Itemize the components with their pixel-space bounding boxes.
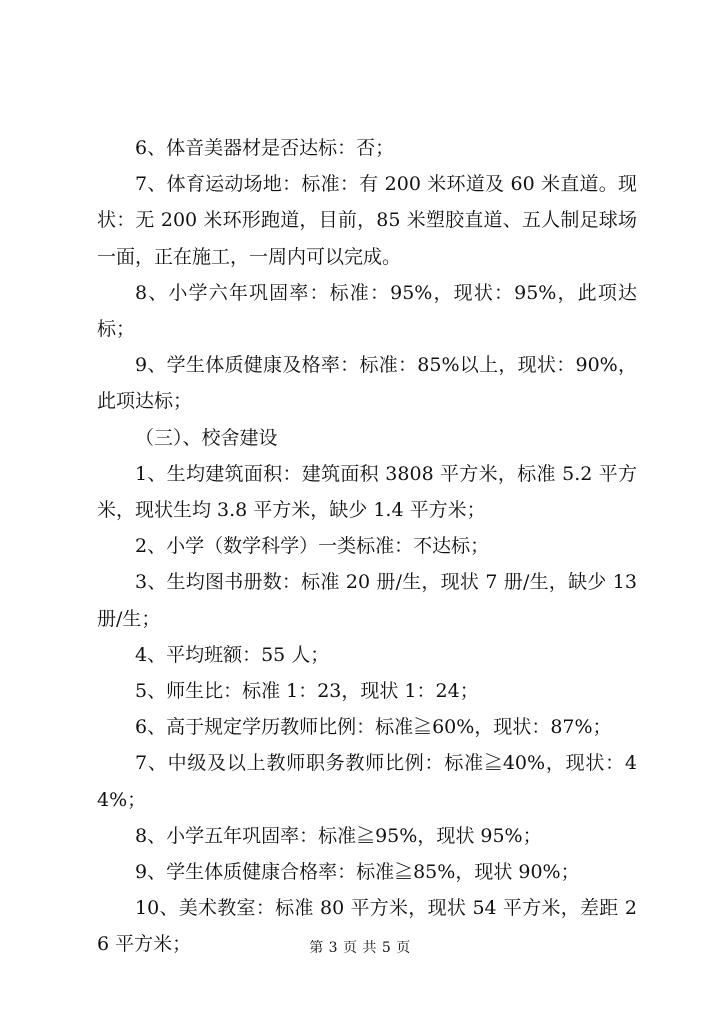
paragraph-equipment-standard: 6、体音美器材是否达标：否； <box>135 137 395 159</box>
paragraph-sports-field: 7、体育运动场地：标准：有 200 米环道及 60 米直道。现状：无 200 米环形跑道，目前，85 米塑胶直道、五人制足球场一面，正在施工，一周内可以完成。 <box>97 173 637 268</box>
section-heading-school-buildings: （三）、校舍建设 <box>135 426 278 449</box>
document-body <box>97 130 637 963</box>
paragraph-fitness-qualified-rate: 9、学生体质健康合格率：标准≧85%，现状 90%； <box>135 861 580 884</box>
paragraph-fitness-pass-rate: 9、学生体质健康及格率：标准：85%以上，现状：90%，此项达标； <box>97 354 637 413</box>
paragraph-class-size: 4、平均班额：55 人； <box>135 643 330 666</box>
paragraph-senior-teachers: 7、中级及以上教师职务教师比例：标准≧40%，现状：44%； <box>97 752 637 811</box>
page-number-footer: 第 3 页 共 5 页 <box>309 940 411 956</box>
paragraph-six-year-retention: 8、小学六年巩固率：标准：95%，现状：95%，此项达标； <box>97 281 637 341</box>
paragraph-math-science-standard: 2、小学（数学科学）一类标准：不达标； <box>135 535 490 558</box>
paragraph-books-per-student: 3、生均图书册数：标准 20 册/生，现状 7 册/生，缺少 13 册/生； <box>97 571 637 630</box>
paragraph-teacher-student-ratio: 5、师生比：标准 1：23，现状 1：24； <box>135 680 479 703</box>
paragraph-qualified-teachers: 6、高于规定学历教师比例：标准≧60%，现状：87%； <box>135 716 612 739</box>
paragraph-building-area: 1、生均建筑面积：建筑面积 3808 平方米，标准 5.2 平方米，现状生均 3.8 平方米，缺少 1.4 平方米； <box>97 462 637 522</box>
paragraph-art-classroom: 10、美术教室：标准 80 平方米，现状 54 平方米，差距 26 平方米； <box>97 897 637 956</box>
paragraph-five-year-retention: 8、小学五年巩固率：标准≧95%，现状 95%； <box>135 824 542 847</box>
